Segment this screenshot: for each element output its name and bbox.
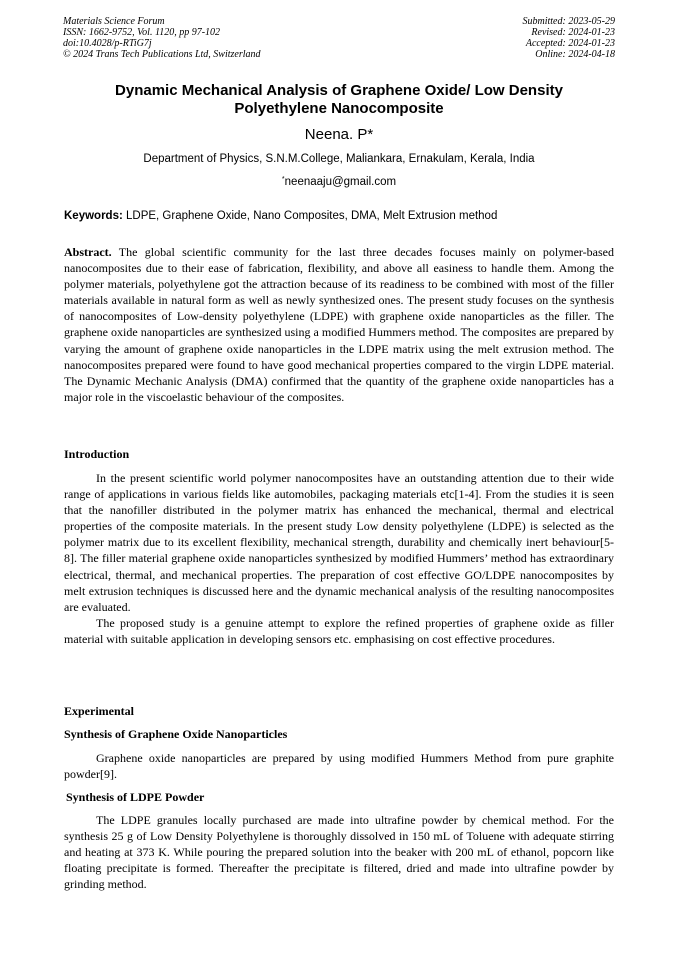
online-date: Online: 2024-04-18: [535, 49, 615, 60]
ldpe-powder-synthesis-heading: Synthesis of LDPE Powder: [66, 790, 205, 804]
title-line-1: Dynamic Mechanical Analysis of Graphene Oxide/ Low Density: [115, 82, 563, 99]
author-email-line: [0, 173, 678, 189]
header-publication-info: [63, 16, 261, 60]
abstract-label: Abstract.: [64, 245, 112, 259]
affiliation: Department of Physics, S.N.M.College, Maliankara, Ernakulam, Kerala, India: [143, 153, 535, 165]
introduction-paragraph-1: In the present scientific world polymer nanocomposites have an outstanding attention due to their wide range of applications in various fields like automobiles, packaging materials etc[1-4]. From the studies it is seen that the nanofiller distributed in the polymer matrix has enhanced the mechanical, thermal and electrical properties of the composite materials. In the present study Low density polyethylene (LDPE) is selected as the polymer matrix due to its excellent flexibility, mechanical strength, durability and chemically inert behaviour[5-8]. The filler material graphene oxide nanoparticles synthesized by modified Hummers’ method has extraordinary electrical, thermal, and mechanical properties. The preparation of cost effective GO/LDPE nanocomposites by melt extrusion techniques is discussed here and the dynamic mechanical analysis of the resulting nanocomposites are evaluated.: [64, 471, 614, 614]
author-email: neenaaju@gmail.com: [284, 176, 397, 188]
submitted-date: Submitted: 2023-05-29: [522, 16, 615, 27]
keywords-list: LDPE, Graphene Oxide, Nano Composites, DMA, Melt Extrusion method: [122, 210, 498, 222]
title-line-2: Polyethylene Nanocomposite: [234, 100, 444, 117]
introduction-paragraph-2: The proposed study is a genuine attempt to explore the refined properties of graphene oxide as filler material with suitable application in developing sensors etc. emphasising on cost effective procedures.: [64, 615, 614, 646]
ldpe-powder-synthesis-paragraph: The LDPE granules locally purchased are made into ultrafine powder by chemical method. For the synthesis 25 g of Low Density Polyethylene is thoroughly dissolved in 150 mL of Toluene with adequate stirring and heating at 373 K. While pouring the prepared solution into the beaker with 200 mL of ethanol, popcorn like floating precipitate is formed. Thereafter the precipitate is filtered, dried and made into ultrafine powder by grinding method.: [64, 813, 614, 892]
introduction-body: [64, 470, 614, 647]
graphene-oxide-synthesis-body: [64, 750, 614, 782]
journal-header: [63, 16, 615, 60]
experimental-heading: Experimental: [64, 704, 134, 718]
graphene-oxide-synthesis-paragraph: Graphene oxide nanoparticles are prepared by using modified Hummers Method from pure graphite powder[9].: [64, 751, 614, 782]
ldpe-powder-synthesis-body: [64, 812, 614, 892]
abstract-text: The global scientific community for the last three decades focuses mainly on polymer-based nanocomposites due to their ease of fabrication, flexibility, and above all easiness to handle them. Among the polymer materials, polyethylene got the attraction because of its readiness to be combined with most of the filler materials available in natural form as well as newly synthesized ones. The present study focuses on the synthesis of nanocomposites of Low-density polyethylene (LDPE) with graphene oxide nanoparticles as the filler. The graphene oxide nanoparticles are synthesized using a modified Hummers method. The composites are prepared by varying the amount of graphene oxide nanoparticles in the LDPE matrix using the melt extrusion method. The nanocomposites prepared were found to have good mechanical properties compared to the virgin LDPE material. The Dynamic Mechanic Analysis (DMA) confirmed that the quantity of the graphene oxide nanoparticles has a major role in the viscoelastic behaviour of the composites.: [64, 245, 614, 404]
accepted-date: Accepted: 2024-01-23: [525, 38, 615, 49]
keywords: [64, 209, 616, 223]
journal-name: Materials Science Forum: [63, 16, 165, 27]
header-dates: [523, 16, 616, 60]
introduction-heading: Introduction: [64, 447, 130, 461]
revised-date: Revised: 2024-01-23: [531, 27, 615, 38]
email-marker: *: [281, 176, 285, 183]
keywords-label: Keywords:: [64, 210, 123, 222]
copyright-line: © 2024 Trans Tech Publications Ltd, Switzerland: [63, 49, 261, 60]
paper-title: [60, 82, 618, 118]
doi-line: doi:10.4028/p-RTiG7j: [63, 38, 152, 49]
author-name: Neena. P*: [304, 126, 374, 143]
issn-line: ISSN: 1662-9752, Vol. 1120, pp 97-102: [63, 27, 221, 38]
graphene-oxide-synthesis-heading: Synthesis of Graphene Oxide Nanoparticles: [64, 727, 288, 741]
abstract: [64, 244, 614, 405]
